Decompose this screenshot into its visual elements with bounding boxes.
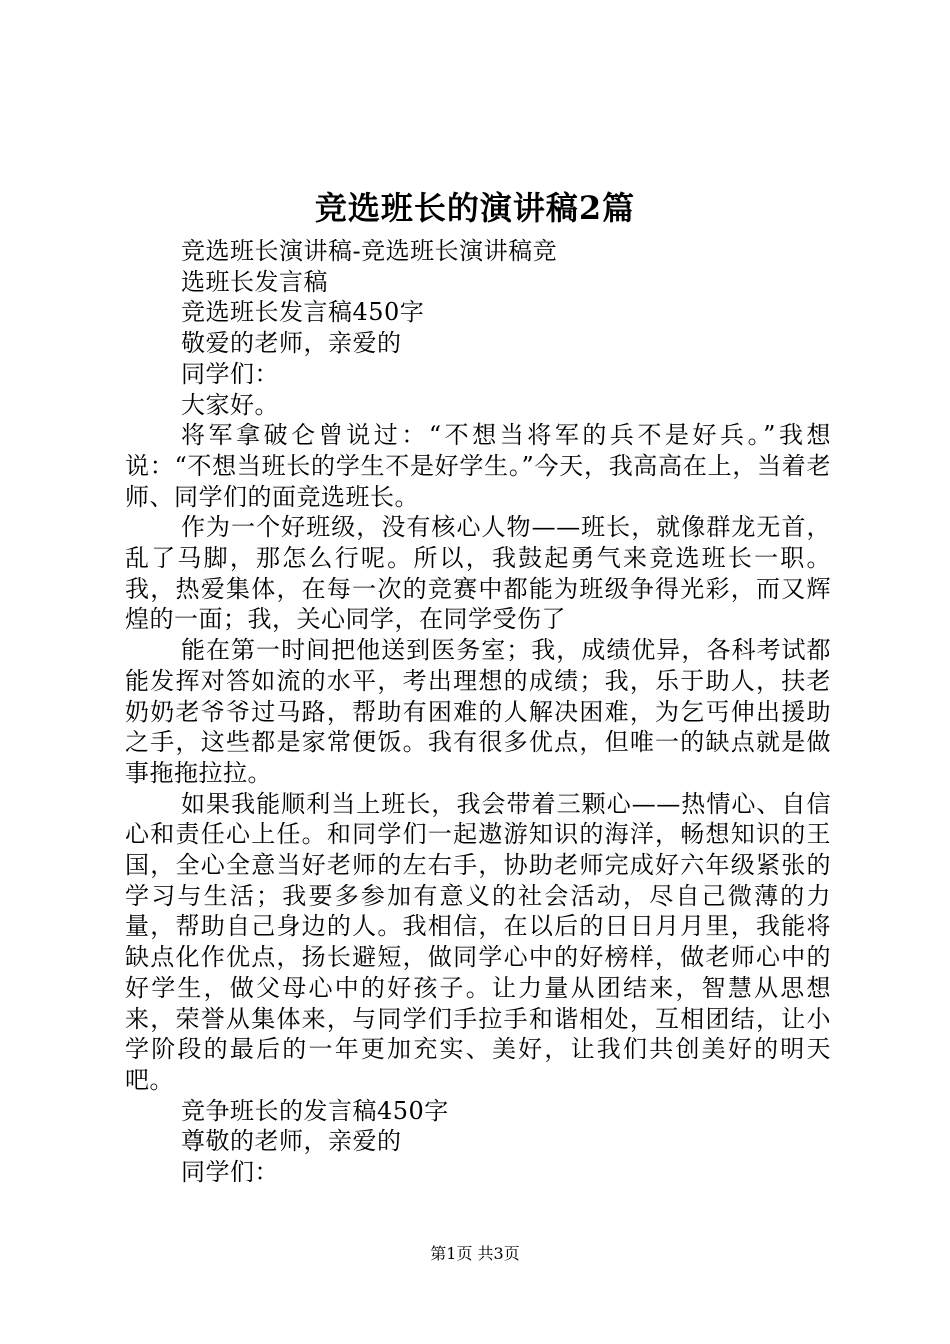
paragraph: 作为一个好班级，没有核心人物——班长，就像群龙无首，乱了马脚，那怎么行呢。所以，我鼓起勇气来竞选班长一职。我，热爱集体，在每一次的竞赛中都能为班级争得光彩，而又辉煌的一面；我，关心同学，在同学受伤了 [125,513,831,634]
paragraph: 将军拿破仑曾说过：“不想当将军的兵不是好兵。”我想说：“不想当班长的学生不是好学生。”今天，我高高在上，当着老师、同学们的面竞选班长。 [125,421,831,511]
paragraph: 竞争班长的发言稿450字 [181,1096,449,1125]
paragraph: 敬爱的老师，亲爱的 [181,329,402,358]
document-title: 竞选班长的演讲稿2篇 [314,189,636,227]
paragraph: 尊敬的老师，亲爱的 [181,1127,402,1156]
paragraph: 大家好。 [181,390,279,419]
paragraph: 竞选班长演讲稿-竞选班长演讲稿竞 [181,237,558,265]
paragraph: 竞选班长发言稿450字 [181,298,425,327]
paragraph: 选班长发言稿 [181,267,328,296]
paragraph: 能在第一时间把他送到医务室；我，成绩优异，各科考试都能发挥对答如流的水平，考出理想的成绩；我，乐于助人，扶老奶奶老爷爷过马路，帮助有困难的人解决困难，为乞丐伸出援助之手，这些都是家常便饭。我有很多优点，但唯一的缺点就是做事拖拖拉拉。 [125,636,831,787]
document-body [125,236,831,1188]
page-footer: 第1页 共3页 [430,1244,520,1263]
paragraph: 同学们： [181,1158,279,1187]
paragraph: 如果我能顺利当上班长，我会带着三颗心——热情心、自信心和责任心上任。和同学们一起遨游知识的海洋，畅想知识的王国，全心全意当好老师的左右手，协助老师完成好六年级紧张的学习与生活；我要多参加有意义的社会活动，尽自己微薄的力量，帮助自己身边的人。我相信，在以后的日日月月里，我能将缺点化作优点，扬长避短，做同学心中的好榜样，做老师心中的好学生，做父母心中的好孩子。让力量从团结来，智慧从思想来，荣誉从集体来，与同学们手拉手和谐相处，互相团结，让小学阶段的最后的一年更加充实、美好，让我们共创美好的明天吧。 [125,789,831,1094]
paragraph: 同学们： [181,359,279,388]
